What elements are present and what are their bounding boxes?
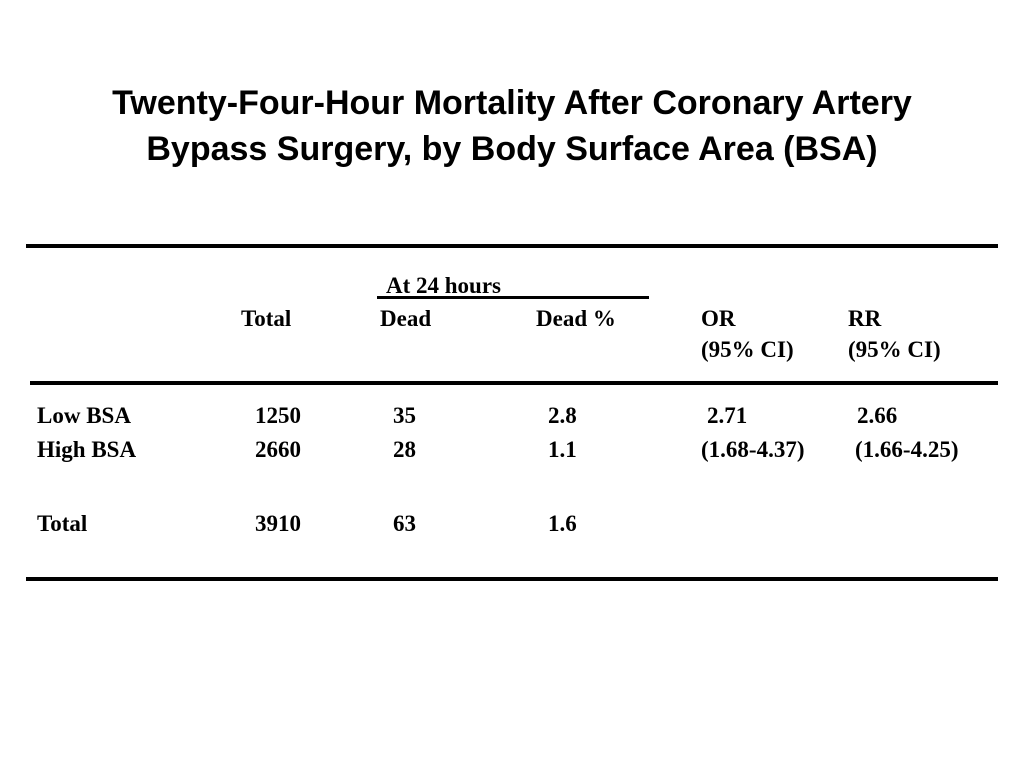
low-bsa-total: 1250 bbox=[255, 403, 301, 428]
total-dead-percent: 1.6 bbox=[548, 511, 577, 536]
column-header-rr: RR bbox=[848, 306, 882, 331]
column-header-dead: Dead bbox=[380, 306, 432, 331]
slide-title bbox=[0, 80, 1024, 172]
group-header-at-24-hours: At 24 hours bbox=[386, 273, 502, 298]
grand-total: 3910 bbox=[255, 511, 301, 536]
odds-ratio-value: 2.71 bbox=[707, 403, 748, 428]
column-header-dead-percent: Dead % bbox=[536, 306, 616, 331]
relative-risk-value: 2.66 bbox=[857, 403, 898, 428]
table-top-rule bbox=[26, 244, 998, 248]
slide-title-line-2: Bypass Surgery, by Body Surface Area (BSA) bbox=[146, 130, 878, 168]
high-bsa-dead-percent: 1.1 bbox=[548, 437, 577, 462]
high-bsa-total: 2660 bbox=[255, 437, 301, 462]
high-bsa-dead: 28 bbox=[393, 437, 416, 462]
total-dead: 63 bbox=[393, 511, 416, 536]
column-header-rr-ci: (95% CI) bbox=[848, 337, 941, 362]
column-header-or: OR bbox=[701, 306, 736, 331]
row-label-low-bsa: Low BSA bbox=[37, 403, 131, 428]
odds-ratio-ci: (1.68-4.37) bbox=[701, 437, 805, 462]
column-header-or-ci: (95% CI) bbox=[701, 337, 794, 362]
column-header-total: Total bbox=[241, 306, 292, 331]
low-bsa-dead: 35 bbox=[393, 403, 416, 428]
table-bottom-rule bbox=[26, 577, 998, 581]
relative-risk-ci: (1.66-4.25) bbox=[855, 437, 959, 462]
row-label-high-bsa: High BSA bbox=[37, 437, 137, 462]
table-header-rule bbox=[30, 381, 998, 385]
low-bsa-dead-percent: 2.8 bbox=[548, 403, 577, 428]
slide-title-line-1: Twenty-Four-Hour Mortality After Coronary Artery bbox=[112, 84, 912, 122]
row-label-total: Total bbox=[37, 511, 88, 536]
